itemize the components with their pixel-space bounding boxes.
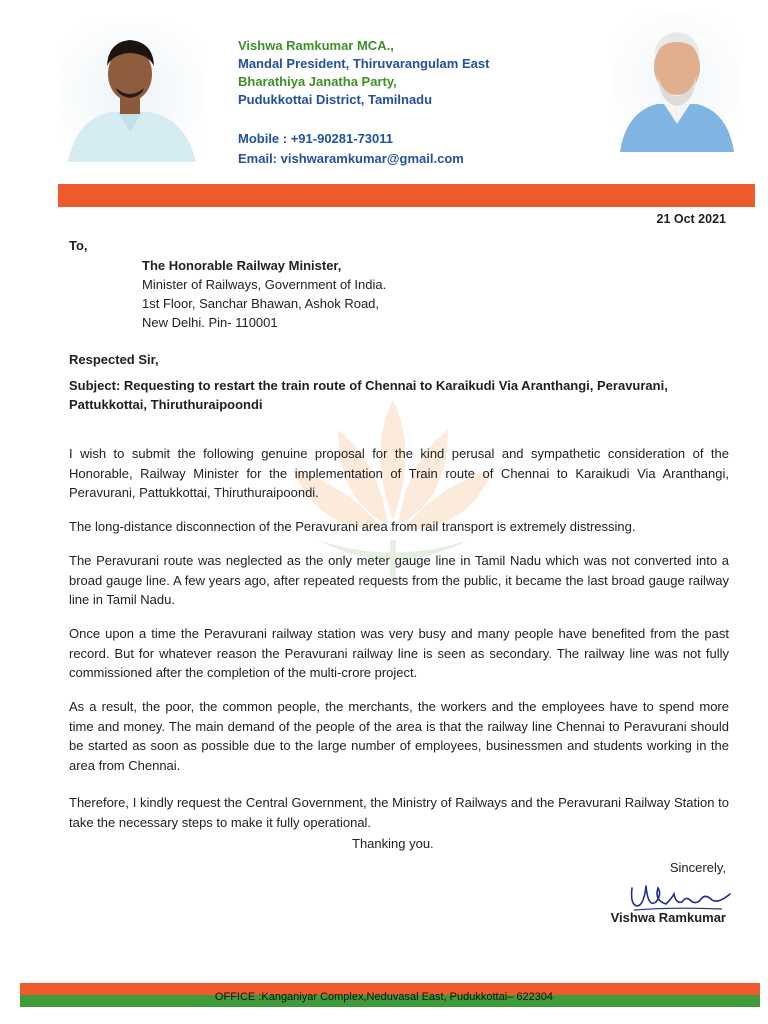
letterhead-sender [238, 37, 489, 109]
mobile-number: Mobile : +91-90281-73011 [238, 131, 394, 146]
sender-party: Bharathiya Janatha Party, [238, 74, 397, 89]
recipient-line: The Honorable Railway Minister, [142, 258, 342, 273]
sender-district: Pudukkottai District, Tamilnadu [238, 92, 433, 107]
letter-date: 21 Oct 2021 [656, 212, 726, 226]
letterhead-contact [238, 129, 464, 169]
body-paragraph: As a result, the poor, the common people, the merchants, the workers and the employees have to spend more time and money. The main demand of the people of the area is that the railway line Chennai to Peravurani should be started as soon as possible due to the large number of employees, businessmen and students working in the area from Chennai. [69, 699, 729, 773]
header-divider-band [58, 184, 755, 207]
body-paragraph: Therefore, I kindly request the Central Government, the Ministry of Railways and the Peravurani Railway Station to take the necessary steps to make it fully operational. [69, 795, 729, 830]
thanking-line: Thanking you. [352, 836, 434, 851]
sender-position: Mandal President, Thiruvarangulam East [238, 56, 490, 71]
subject-line: Subject: Requesting to restart the train route of Chennai to Karaikudi Via Aranthangi, Peravurani, Pattukkottai, Thiruthuraipoondi [69, 378, 668, 412]
email-address: Email: vishwaramkumar@gmail.com [238, 151, 464, 166]
handwritten-signature [626, 880, 736, 914]
recipient-line: New Delhi. Pin- 110001 [142, 315, 278, 330]
leader-photo [612, 12, 742, 152]
sincerely-line: Sincerely, [669, 860, 726, 875]
body-paragraph: I wish to submit the following genuine proposal for the kind perusal and sympathetic consideration of the Honorable, Railway Minister for the implementation of Train route of Chennai to Karaikudi Via Aranthangi, Peravurani, Pattukkottai, Thiruthuraipoondi. [69, 446, 729, 500]
body-paragraph: The Peravurani route was neglected as the only meter gauge line in Tamil Nadu which was not converted into a broad gauge line. A few years ago, after repeated requests from the public, it became the last broad gauge railway line in Tamil Nadu. [69, 553, 729, 607]
sender-name: Vishwa Ramkumar MCA., [238, 38, 394, 53]
sender-photo [58, 22, 203, 162]
recipient-line: 1st Floor, Sanchar Bhawan, Ashok Road, [142, 296, 380, 311]
recipient-line: Minister of Railways, Government of India. [142, 277, 387, 292]
salutation: Respected Sir, [69, 352, 159, 367]
to-label: To, [69, 238, 88, 253]
body-paragraph: Once upon a time the Peravurani railway station was very busy and many people have benefited from the past record. But for whatever reason the Peravurani railway line is seen as secondary. The railway line was not fully commissioned after the completion of the multi-crore project. [69, 626, 729, 680]
body-paragraph: The long-distance disconnection of the Peravurani area from rail transport is extremely distressing. [69, 519, 636, 534]
signatory-name: Vishwa Ramkumar [610, 910, 726, 925]
recipient-address [142, 256, 386, 332]
office-address: OFFICE :Kanganiyar Complex,Neduvasal East, Pudukkottai– 622304 [214, 991, 554, 1003]
